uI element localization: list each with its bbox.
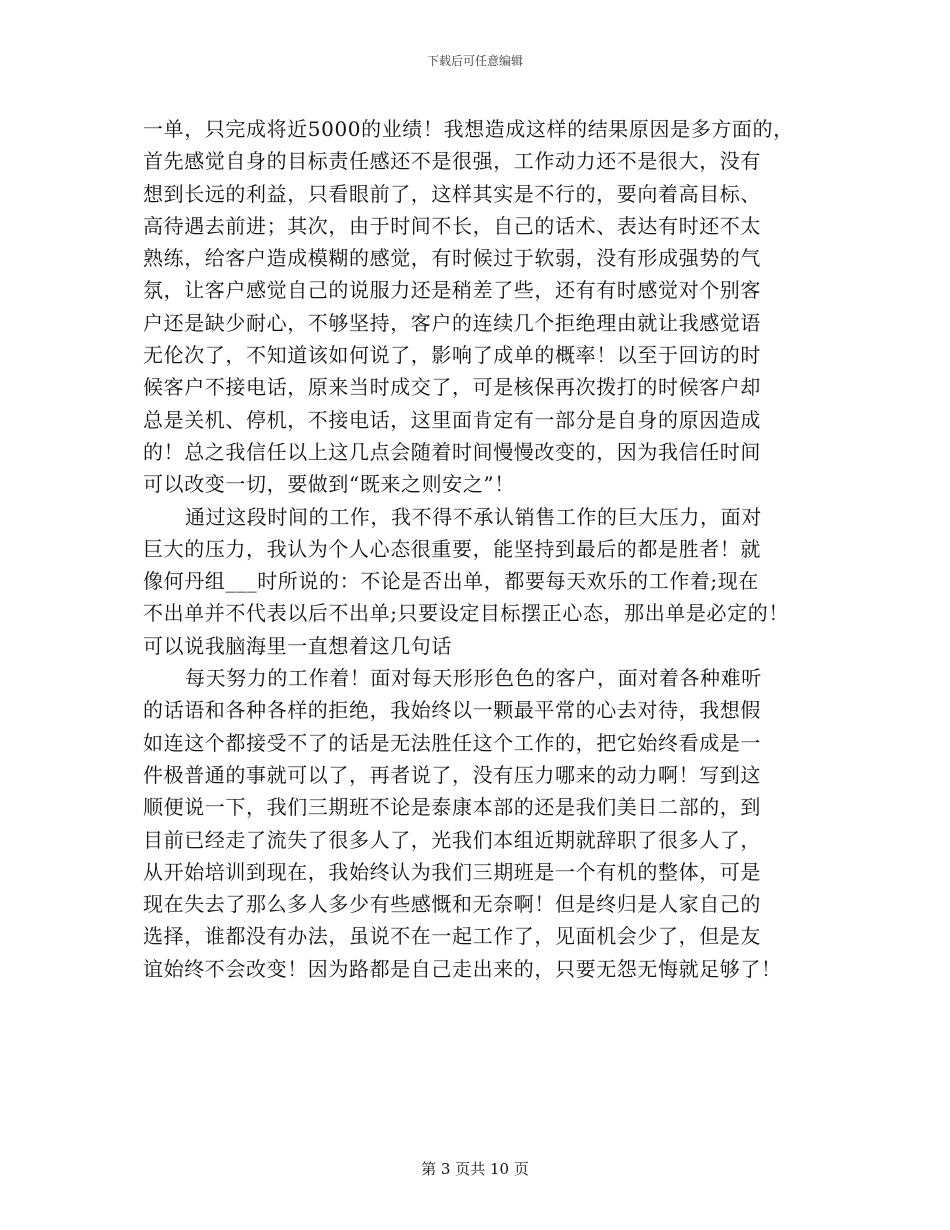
text-line: 选择，谁都没有办法，虽说不在一起工作了，见面机会少了，但是友 bbox=[143, 924, 761, 949]
text-line: 氛，让客户感觉自己的说服力还是稍差了些，还有有时感觉对个别客 bbox=[143, 278, 761, 303]
text-line: 熟练，给客户造成模糊的感觉，有时候过于软弱，没有形成强势的气 bbox=[143, 246, 761, 271]
text-line: 总是关机、停机，不接电话，这里面肯定有一部分是自身的原因造成 bbox=[143, 407, 761, 432]
text-line: 想到长远的利益，只看眼前了，这样其实是不行的，要向着高目标、 bbox=[143, 181, 761, 206]
text-line: 可以改变一切，要做到“既来之则安之”！ bbox=[143, 472, 515, 497]
document-body bbox=[143, 113, 815, 985]
text-line: 谊始终不会改变！因为路都是自己走出来的，只要无怨无悔就足够了！ bbox=[143, 956, 782, 981]
paragraph-first-line: 每天努力的工作着！面对每天形形色色的客户，面对着各种难听 bbox=[185, 666, 762, 691]
text-line: 像何丹组___时所说的：不论是否出单，都要每天欢乐的工作着;现在 bbox=[143, 569, 759, 594]
text-line: 目前已经走了流失了很多人了，光我们本组近期就辞职了很多人了， bbox=[143, 827, 761, 852]
text-line: 件极普通的事就可以了，再者说了，没有压力哪来的动力啊！写到这 bbox=[143, 762, 761, 787]
text-line: 首先感觉自身的目标责任感还不是很强，工作动力还不是很大，没有 bbox=[143, 149, 761, 174]
text-line: 从开始培训到现在，我始终认为我们三期班是一个有机的整体，可是 bbox=[143, 859, 761, 884]
text-line: 可以说我脑海里一直想着这几句话 bbox=[143, 633, 452, 658]
text-line: 高待遇去前进；其次，由于时间不长，自己的话术、表达有时还不太 bbox=[143, 213, 761, 238]
page-number-footer: 第 3 页共 10 页 bbox=[421, 1160, 529, 1178]
text-line: 候客户不接电话，原来当时成交了，可是核保再次拨打的时候客户却 bbox=[143, 375, 761, 400]
text-line: 顺便说一下，我们三期班不论是泰康本部的还是我们美日二部的，到 bbox=[143, 795, 761, 820]
text-line: 户还是缺少耐心，不够坚持，客户的连续几个拒绝理由就让我感觉语 bbox=[143, 310, 761, 335]
text-line: 的！总之我信任以上这几点会随着时间慢慢改变的，因为我信任时间 bbox=[143, 439, 761, 464]
text-line: 巨大的压力，我认为个人心态很重要，能坚持到最后的都是胜者！就 bbox=[143, 536, 761, 561]
paragraph-first-line: 通过这段时间的工作，我不得不承认销售工作的巨大压力，面对 bbox=[185, 504, 762, 529]
text-line: 的话语和各种各样的拒绝，我始终以一颗最平常的心去对待，我想假 bbox=[143, 698, 761, 723]
text-line: 不出单并不代表以后不出单;只要设定目标摆正心态，那出单是必定的！ bbox=[143, 601, 789, 626]
text-line: 一单，只完成将近5000的业绩！我想造成这样的结果原因是多方面的， bbox=[143, 117, 794, 141]
text-line: 现在失去了那么多人多少有些感慨和无奈啊！但是终归是人家自己的 bbox=[143, 892, 761, 917]
text-line: 无伦次了，不知道该如何说了，影响了成单的概率！以至于回访的时 bbox=[143, 343, 761, 368]
page-header: 下载后可任意编辑 bbox=[426, 54, 523, 68]
text-line: 如连这个都接受不了的话是无法胜任这个工作的，把它始终看成是一 bbox=[143, 730, 761, 755]
